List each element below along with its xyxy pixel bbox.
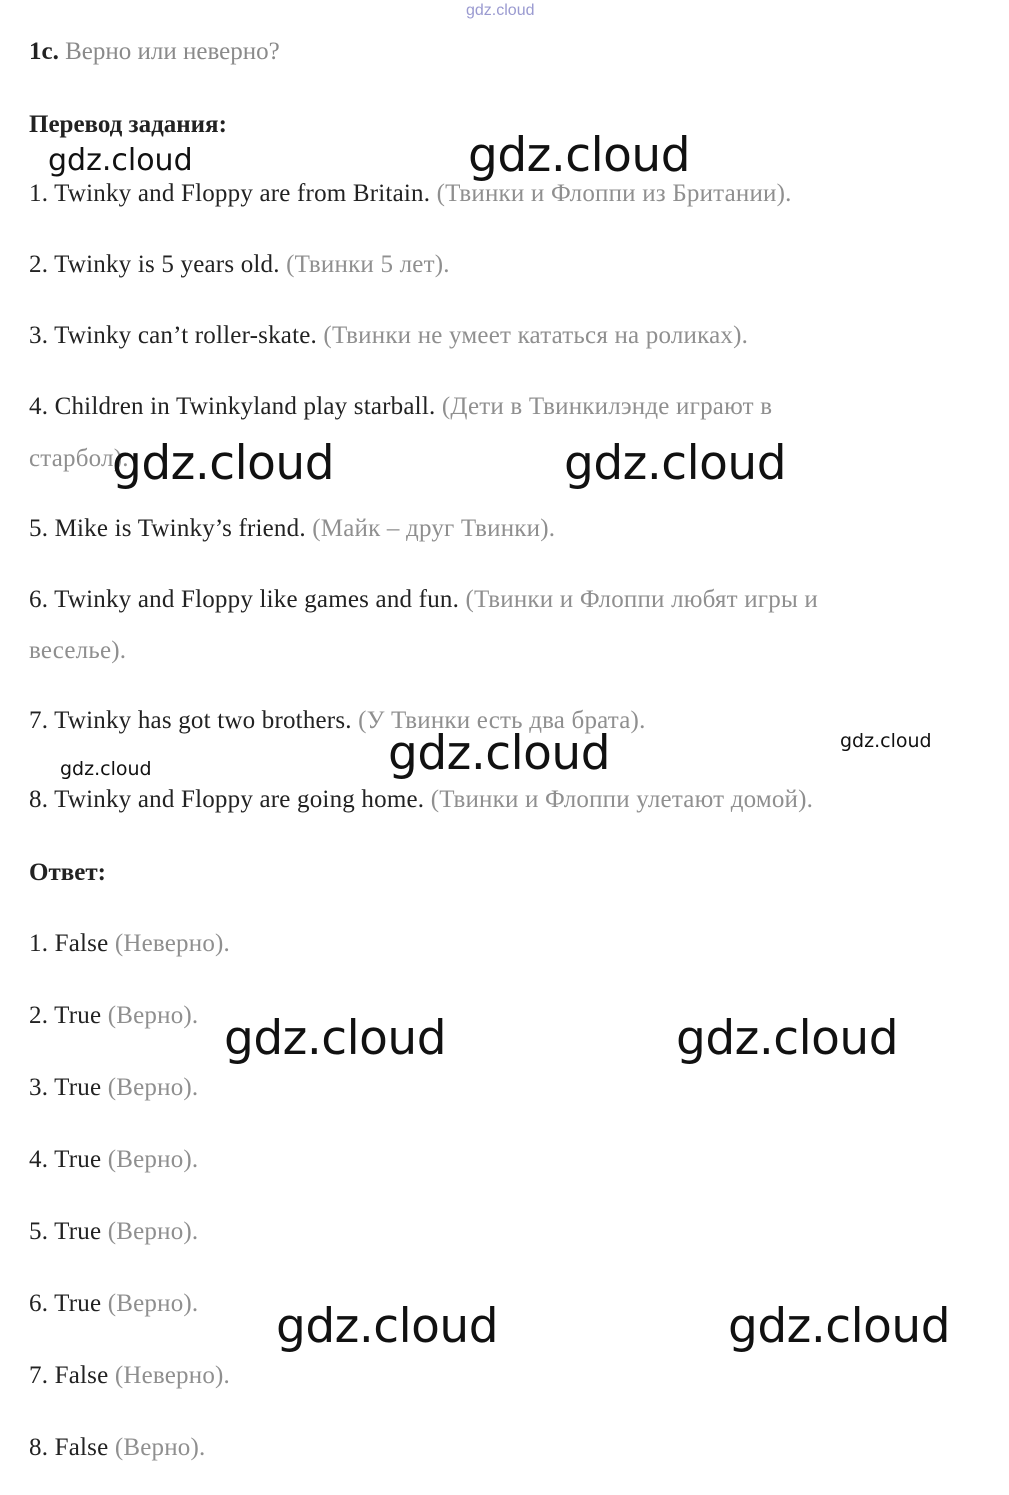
statement-1 <box>29 180 792 208</box>
statement-translation: (У Твинки есть два брата). <box>358 707 646 734</box>
answer-5 <box>29 1218 198 1246</box>
statement-4 <box>29 393 772 421</box>
statement-text: 8. Twinky and Floppy are going home. <box>29 786 425 813</box>
watermark: gdz.cloud <box>468 128 691 183</box>
task-number: 1c. <box>29 38 59 65</box>
answer-translation: (Верно). <box>107 1002 199 1029</box>
answer-text: 2. True <box>29 1002 102 1029</box>
statement-6-translation-cont: веселье). <box>29 637 127 664</box>
watermark: gdz.cloud <box>564 436 787 491</box>
statement-5 <box>29 515 555 543</box>
statement-4-translation-cont: старбол). <box>29 445 129 472</box>
answer-8 <box>29 1434 205 1462</box>
answer-text: 5. True <box>29 1218 102 1245</box>
statement-translation: (Твинки и Флоппи любят игры и <box>465 586 818 613</box>
statement-translation: (Твинки не умеет кататься на роликах). <box>323 322 749 349</box>
statement-text: 4. Children in Twinkyland play starball. <box>29 393 436 420</box>
task-title-text: Верно или неверно? <box>65 38 280 65</box>
statement-text: 3. Twinky can’t roller-skate. <box>29 322 317 349</box>
answer-translation: (Неверно). <box>114 1362 231 1389</box>
watermark: gdz.cloud <box>276 1299 499 1354</box>
statement-text: 1. Twinky and Floppy are from Britain. <box>29 180 431 207</box>
statement-translation: (Твинки и Флоппи улетают домой). <box>430 786 814 813</box>
answer-7 <box>29 1362 230 1390</box>
statement-6 <box>29 586 818 614</box>
watermark: gdz.cloud <box>60 758 152 780</box>
answer-heading: Ответ: <box>29 859 106 886</box>
answer-translation: (Верно). <box>107 1218 199 1245</box>
answer-2 <box>29 1002 198 1030</box>
answer-text: 6. True <box>29 1290 102 1317</box>
answer-6 <box>29 1290 198 1318</box>
statement-translation: (Майк – друг Твинки). <box>312 515 556 542</box>
statement-3 <box>29 322 748 350</box>
answer-text: 1. False <box>29 930 109 957</box>
answer-translation: (Верно). <box>107 1146 199 1173</box>
translation-heading: Перевод задания: <box>29 111 227 138</box>
header-watermark: gdz.cloud <box>466 2 535 19</box>
statement-text: 7. Twinky has got two brothers. <box>29 707 352 734</box>
watermark: gdz.cloud <box>676 1011 899 1066</box>
watermark: gdz.cloud <box>728 1299 951 1354</box>
answer-3 <box>29 1074 198 1102</box>
watermark: gdz.cloud <box>224 1011 447 1066</box>
statement-2 <box>29 251 450 279</box>
answer-translation: (Неверно). <box>114 930 231 957</box>
statement-translation: (Твинки и Флоппи из Британии). <box>436 180 792 207</box>
answer-translation: (Верно). <box>107 1074 199 1101</box>
task-title <box>29 38 280 66</box>
watermark: gdz.cloud <box>388 726 611 781</box>
statement-text: 5. Mike is Twinky’s friend. <box>29 515 306 542</box>
watermark: gdz.cloud <box>48 143 193 178</box>
answer-text: 4. True <box>29 1146 102 1173</box>
answer-text: 8. False <box>29 1434 109 1461</box>
answer-4 <box>29 1146 198 1174</box>
watermark: gdz.cloud <box>112 436 335 491</box>
answer-text: 3. True <box>29 1074 102 1101</box>
statement-text: 2. Twinky is 5 years old. <box>29 251 280 278</box>
watermark: gdz.cloud <box>840 730 932 752</box>
statement-text: 6. Twinky and Floppy like games and fun. <box>29 586 460 613</box>
statement-translation: (Твинки 5 лет). <box>286 251 450 278</box>
answer-translation: (Верно). <box>107 1290 199 1317</box>
answer-translation: (Верно). <box>114 1434 206 1461</box>
answer-1 <box>29 930 230 958</box>
statement-translation: (Дети в Твинкилэнде играют в <box>441 393 773 420</box>
answer-text: 7. False <box>29 1362 109 1389</box>
statement-8 <box>29 786 813 814</box>
